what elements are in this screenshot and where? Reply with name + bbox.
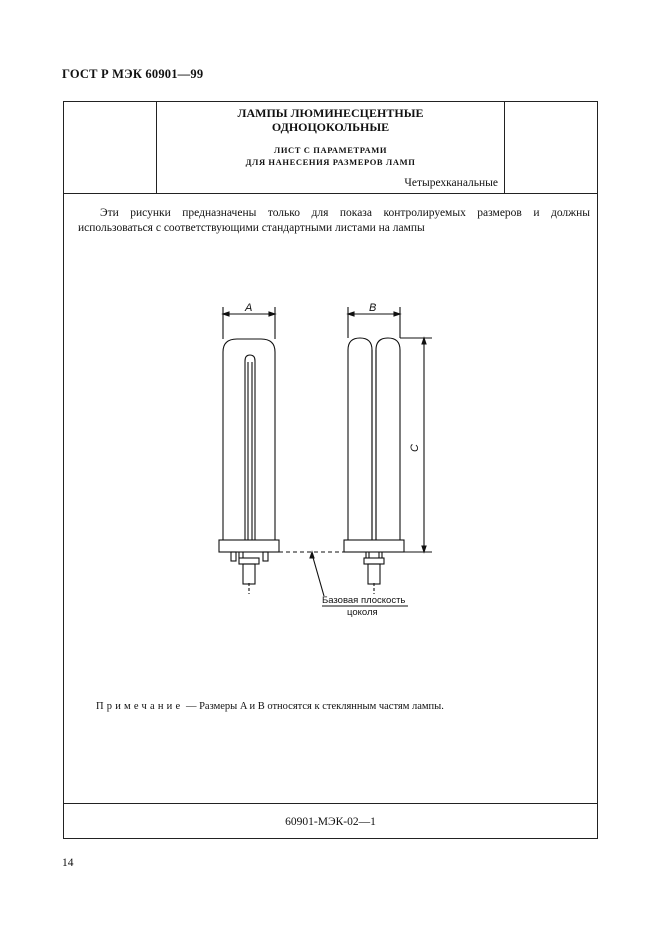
dim-a-label: A xyxy=(245,302,253,314)
callout-leader xyxy=(312,554,324,596)
footer-divider xyxy=(63,803,598,804)
subtitle-line-1: ЛИСТ С ПАРАМЕТРАМИ xyxy=(273,145,388,155)
title-line-2: ОДНОЦОКОЛЬНЫЕ xyxy=(271,119,390,134)
note-text: — Размеры A и B относятся к стеклянным частям лампы. xyxy=(183,701,444,712)
note xyxy=(96,701,444,712)
callout-text-2: цоколя xyxy=(347,607,378,618)
lamp-type-label: Четырехканальные xyxy=(404,177,498,189)
lamp-front-view xyxy=(219,339,279,594)
lamp-side-view xyxy=(344,338,404,594)
dim-b-label: B xyxy=(369,302,377,314)
page-number: 14 xyxy=(62,857,74,869)
intro-paragraph: Эти рисунки предназначены только для показа контролируемых размеров и должны использоваться с соответствующими стандартными листами на лампы xyxy=(78,207,590,234)
title-line-1: ЛАМПЫ ЛЮМИНЕСЦЕНТНЫЕ xyxy=(237,106,424,120)
sheet-number: 60901-МЭК-02—1 xyxy=(285,816,376,828)
standard-designation: ГОСТ Р МЭК 60901—99 xyxy=(62,67,204,81)
dim-c-label: C xyxy=(409,444,421,452)
callout-text-1: Базовая плоскость xyxy=(322,595,406,606)
note-label: Примечание xyxy=(96,701,184,712)
subtitle-line-2: ДЛЯ НАНЕСЕНИЯ РАЗМЕРОВ ЛАМП xyxy=(245,156,416,167)
